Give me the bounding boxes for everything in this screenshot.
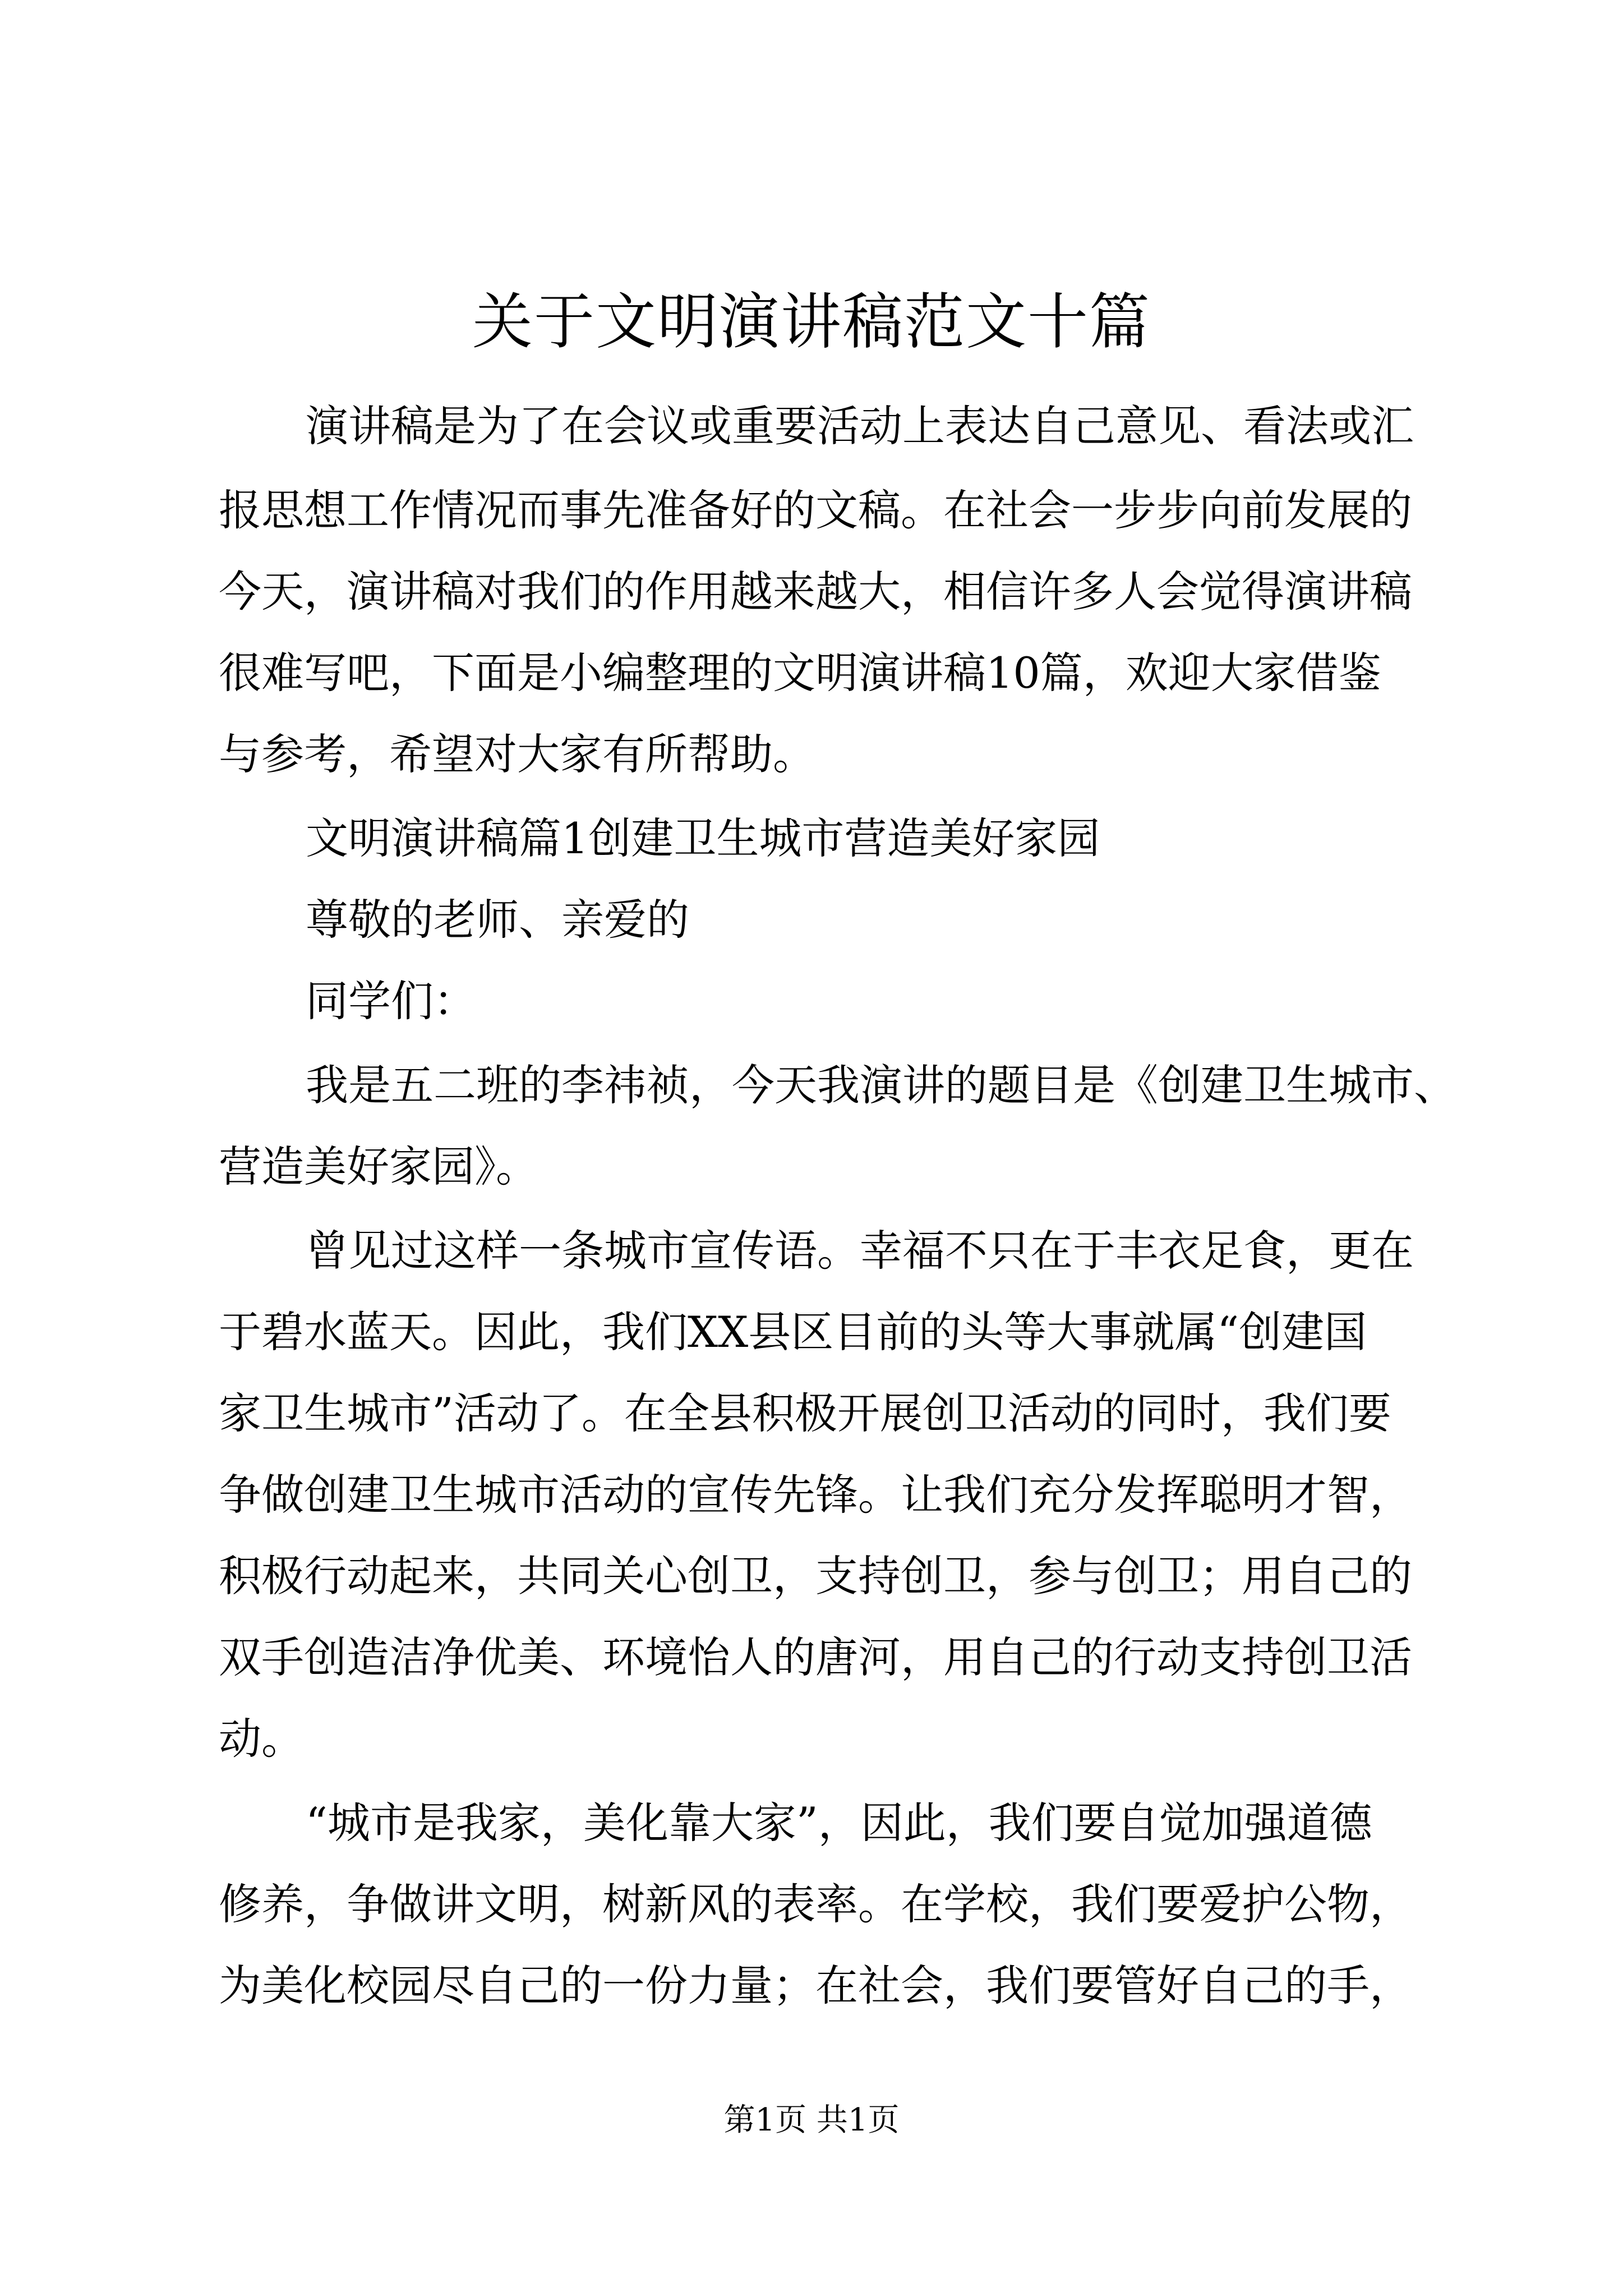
paragraph-line: 双手创造洁净优美、环境怡人的唐河，用自己的行动支持创卫活 <box>219 1632 1412 1682</box>
paragraph-line: 营造美好家园》。 <box>219 1142 538 1191</box>
paragraph-line: 很难写吧，下面是小编整理的文明演讲稿10篇，欢迎大家借鉴 <box>219 648 1381 698</box>
salutation-line: 同学们： <box>306 976 476 1026</box>
paragraph-line: 修养，争做讲文明，树新风的表率。在学校，我们要爱护公物， <box>219 1879 1412 1929</box>
paragraph-line: 家卫生城市”活动了。在全县积极开展创卫活动的同时，我们要 <box>219 1388 1391 1438</box>
paragraph-line: 我是五二班的李祎祯，今天我演讲的题目是《创建卫生城市、 <box>306 1060 1456 1110</box>
paragraph-line: 曾见过这样一条城市宣传语。幸福不只在于丰衣足食，更在 <box>306 1226 1414 1276</box>
paragraph-line: 今天，演讲稿对我们的作用越来越大，相信许多人会觉得演讲稿 <box>219 567 1412 616</box>
paragraph-line: 为美化校园尽自己的一份力量；在社会，我们要管好自己的手， <box>219 1961 1412 2010</box>
paragraph-line: 报思想工作情况而事先准备好的文稿。在社会一步步向前发展的 <box>219 485 1412 535</box>
paragraph-line: 于碧水蓝天。因此，我们XX县区目前的头等大事就属“创建国 <box>219 1307 1367 1357</box>
paragraph-line: 演讲稿是为了在会议或重要活动上表达自己意见、看法或汇 <box>306 401 1414 451</box>
page-footer: 第1页 共1页 <box>723 2102 900 2138</box>
document-title: 关于文明演讲稿范文十篇 <box>472 287 1151 357</box>
paragraph-line: “城市是我家，美化靠大家”，因此，我们要自觉加强道德 <box>306 1798 1372 1848</box>
paragraph-line: 动。 <box>219 1714 304 1764</box>
paragraph-line: 争做创建卫生城市活动的宣传先锋。让我们充分发挥聪明才智， <box>219 1470 1412 1520</box>
paragraph-line: 与参考，希望对大家有所帮助。 <box>219 729 815 779</box>
section-heading: 文明演讲稿篇1创建卫生城市营造美好家园 <box>306 813 1100 863</box>
salutation-line: 尊敬的老师、亲爱的 <box>306 895 689 945</box>
paragraph-line: 积极行动起来，共同关心创卫，支持创卫，参与创卫；用自己的 <box>219 1551 1412 1601</box>
